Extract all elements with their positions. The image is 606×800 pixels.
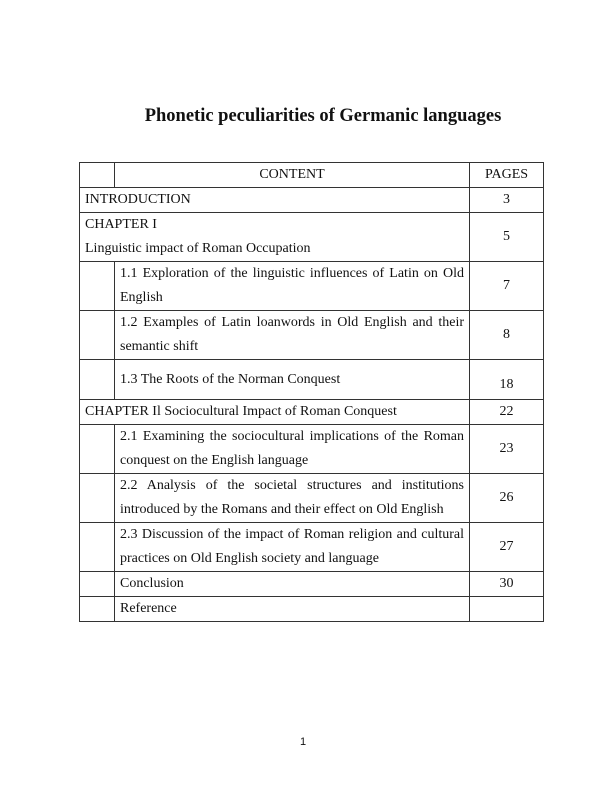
indent-cell (80, 262, 115, 311)
item-2-1-label: 2.1 Examining the sociocultural implications of the Roman conquest on the English language (115, 425, 470, 474)
table-row (80, 523, 544, 572)
item-1-2-label: 1.2 Examples of Latin loanwords in Old English and their semantic shift (115, 311, 470, 360)
table-row (80, 474, 544, 523)
table-header-row (80, 163, 544, 188)
table-row (80, 597, 544, 622)
table-row (80, 425, 544, 474)
indent-cell (80, 474, 115, 523)
table-of-contents (79, 162, 544, 622)
item-1-1-label: 1.1 Exploration of the linguistic influences of Latin on Old English (115, 262, 470, 311)
item-2-1-page: 23 (470, 425, 544, 474)
table-row (80, 262, 544, 311)
table-row (80, 213, 544, 262)
item-2-2-label: 2.2 Analysis of the societal structures and institutions introduced by the Romans and their effect on Old English (115, 474, 470, 523)
chapter2-label: CHAPTER Il Sociocultural Impact of Roman Conquest (80, 400, 470, 425)
indent-cell (80, 425, 115, 474)
indent-cell (80, 311, 115, 360)
indent-cell (80, 360, 115, 400)
intro-page: 3 (470, 188, 544, 213)
table-row (80, 188, 544, 213)
intro-label: INTRODUCTION (80, 188, 470, 213)
item-1-1-page: 7 (470, 262, 544, 311)
indent-cell (80, 572, 115, 597)
item-1-3-page: 18 (470, 360, 544, 400)
reference-label: Reference (115, 597, 470, 622)
item-2-3-label: 2.3 Discussion of the impact of Roman religion and cultural practices on Old English society and language (115, 523, 470, 572)
table-row (80, 311, 544, 360)
item-1-3-label: 1.3 The Roots of the Norman Conquest (115, 360, 470, 400)
chapter2-page: 22 (470, 400, 544, 425)
table-row (80, 400, 544, 425)
indent-cell (80, 523, 115, 572)
page-number: 1 (299, 736, 307, 748)
chapter1-line2: Linguistic impact of Roman Occupation (85, 241, 311, 256)
chapter1-label (80, 213, 470, 262)
table-row (80, 360, 544, 400)
conclusion-page: 30 (470, 572, 544, 597)
header-blank-cell (80, 163, 115, 188)
table-row (80, 572, 544, 597)
header-content: CONTENT (115, 163, 470, 188)
reference-page (470, 597, 544, 622)
document-title: Phonetic peculiarities of Germanic languages (144, 106, 502, 126)
chapter1-line1: CHAPTER I (85, 217, 157, 232)
item-1-2-page: 8 (470, 311, 544, 360)
indent-cell (80, 597, 115, 622)
header-pages: PAGES (470, 163, 544, 188)
chapter1-page: 5 (470, 213, 544, 262)
item-2-3-page: 27 (470, 523, 544, 572)
conclusion-label: Conclusion (115, 572, 470, 597)
item-2-2-page: 26 (470, 474, 544, 523)
